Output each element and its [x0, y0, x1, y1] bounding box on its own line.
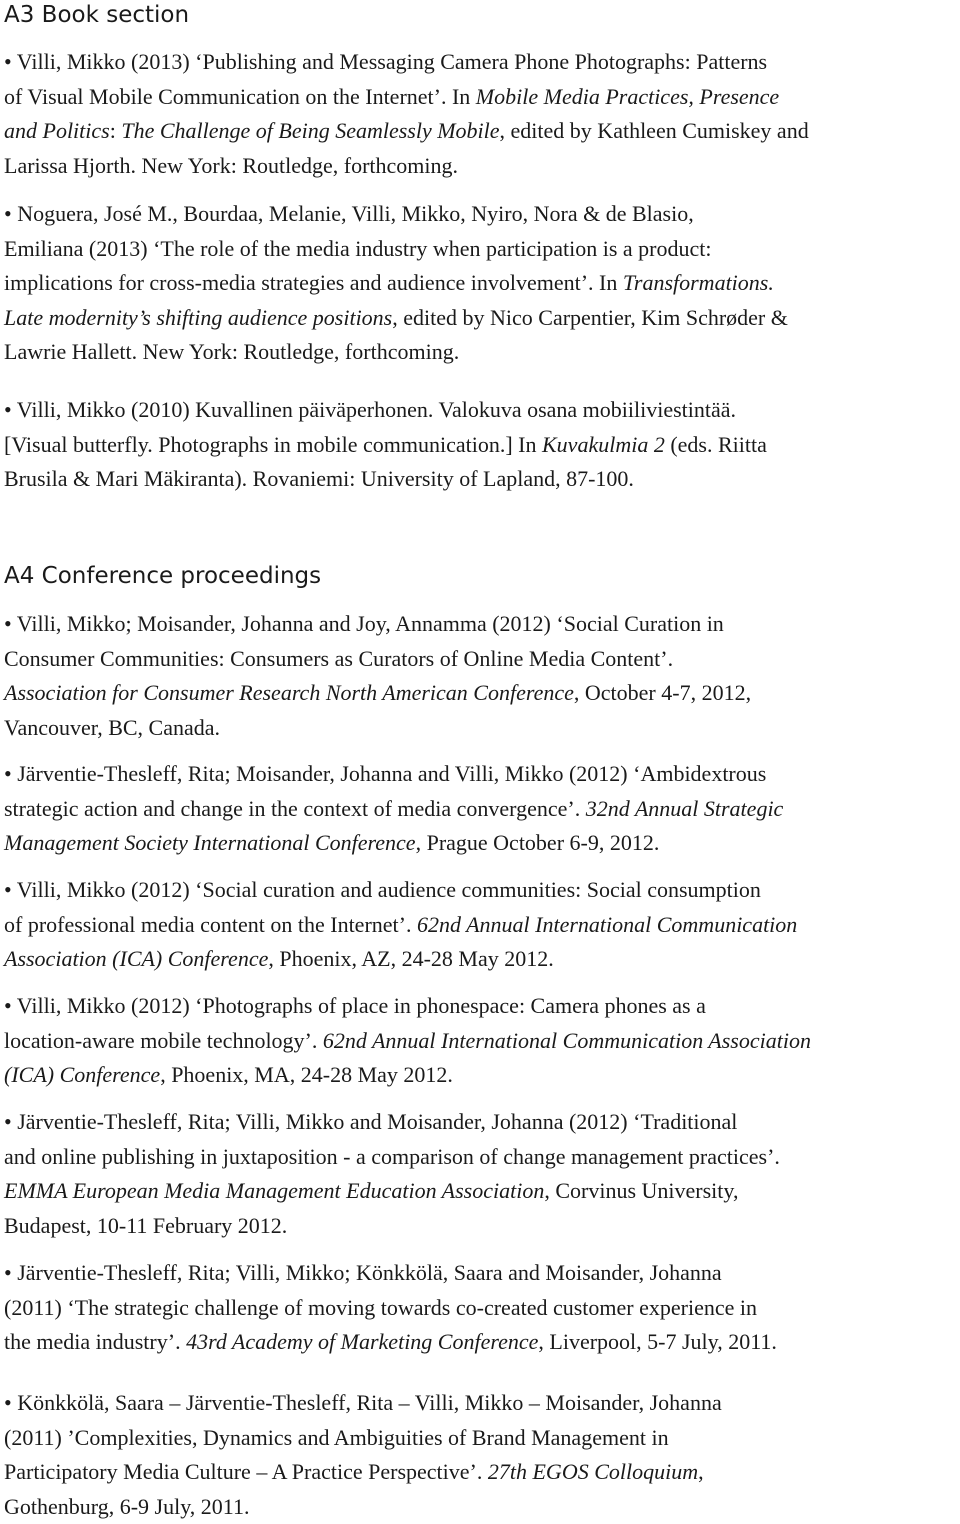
text-run-italic: (ICA) Conference [4, 1062, 160, 1087]
text-run-italic: Association for Consumer Research North American Conference [4, 680, 574, 705]
entry-line [4, 1386, 956, 1421]
text-run-italic: Management Society International Conference [4, 830, 416, 855]
publication-entry [4, 197, 956, 370]
text-run: Larissa Hjorth. New York: Routledge, forthcoming. [4, 153, 458, 178]
entry-line [4, 1256, 956, 1291]
text-run: Consumer Communities: Consumers as Curators of Online Media Content’. [4, 646, 673, 671]
text-run: , Prague October 6-9, 2012. [416, 830, 660, 855]
entry-line [4, 428, 956, 463]
entry-line [4, 393, 956, 428]
publication-entry [4, 607, 956, 745]
text-run: • Villi, Mikko (2010) Kuvallinen päiväperhonen. Valokuva osana mobiiliviestintää. [4, 397, 736, 422]
text-run: • Järventie-Thesleff, Rita; Villi, Mikko; Könkkölä, Saara and Moisander, Johanna [4, 1260, 722, 1285]
section-heading-book-section: A3 Book section [4, 0, 189, 30]
entry-line [4, 676, 956, 711]
text-run: (eds. Riitta [665, 432, 767, 457]
text-run-italic: Mobile Media Practices, Presence [476, 84, 779, 109]
text-run-italic: Association (ICA) Conference [4, 946, 268, 971]
text-run: Lawrie Hallett. New York: Routledge, forthcoming. [4, 339, 459, 364]
text-run: , [698, 1459, 704, 1484]
entry-line [4, 757, 956, 792]
publication-entry [4, 1386, 956, 1524]
text-run: , Liverpool, 5-7 July, 2011. [538, 1329, 777, 1354]
entry-line [4, 266, 956, 301]
entry-line [4, 197, 956, 232]
text-run: Gothenburg, 6-9 July, 2011. [4, 1494, 249, 1519]
text-run-italic: 62nd Annual International Communication Association [323, 1028, 811, 1053]
entry-line [4, 642, 956, 677]
text-run: Participatory Media Culture – A Practice Perspective’. [4, 1459, 488, 1484]
entry-line [4, 232, 956, 267]
text-run-italic: 27th EGOS Colloquium [488, 1459, 698, 1484]
text-run: [Visual butterfly. Photographs in mobile communication.] In [4, 432, 542, 457]
text-run: Budapest, 10-11 February 2012. [4, 1213, 287, 1238]
entry-line [4, 607, 956, 642]
entry-line [4, 1140, 956, 1175]
entry-line [4, 149, 956, 184]
text-run: implications for cross-media strategies and audience involvement’. In [4, 270, 623, 295]
publication-entry [4, 1105, 956, 1243]
entry-line [4, 908, 956, 943]
entry-line [4, 114, 956, 149]
publication-entry [4, 45, 956, 183]
text-run: , Phoenix, MA, 24-28 May 2012. [160, 1062, 453, 1087]
text-run: • Villi, Mikko (2013) ‘Publishing and Messaging Camera Phone Photographs: Patterns [4, 49, 767, 74]
entry-line [4, 301, 956, 336]
entry-line [4, 1490, 956, 1524]
text-run-italic: 43rd Academy of Marketing Conference [186, 1329, 538, 1354]
entry-line [4, 1024, 956, 1059]
publication-entry [4, 989, 956, 1093]
entry-line [4, 792, 956, 827]
entry-line [4, 873, 956, 908]
entry-line [4, 1421, 956, 1456]
text-run-italic: 62nd Annual International Communication [417, 912, 797, 937]
text-run-italic: Transformations. [623, 270, 774, 295]
text-run: • Järventie-Thesleff, Rita; Villi, Mikko and Moisander, Johanna (2012) ‘Traditional [4, 1109, 737, 1134]
publication-entry [4, 757, 956, 861]
entry-line [4, 80, 956, 115]
text-run: (2011) ’Complexities, Dynamics and Ambiguities of Brand Management in [4, 1425, 669, 1450]
text-run: Vancouver, BC, Canada. [4, 715, 220, 740]
text-run: location-aware mobile technology’. [4, 1028, 323, 1053]
text-run: , Corvinus University, [544, 1178, 738, 1203]
entry-line [4, 989, 956, 1024]
publication-entry [4, 873, 956, 977]
text-run: the media industry’. [4, 1329, 186, 1354]
text-run: , edited by Nico Carpentier, Kim Schrøder & [392, 305, 788, 330]
text-run: of Visual Mobile Communication on the Internet’. In [4, 84, 476, 109]
text-run: and online publishing in juxtaposition - a comparison of change management practices’. [4, 1144, 780, 1169]
entry-line [4, 711, 956, 746]
text-run-italic: EMMA European Media Management Education Association [4, 1178, 544, 1203]
text-run-italic: The Challenge of Being Seamlessly Mobile [121, 118, 499, 143]
section-heading-conference-proceedings: A4 Conference proceedings [4, 561, 321, 591]
publication-entry [4, 393, 956, 497]
entry-line [4, 1209, 956, 1244]
text-run: , edited by Kathleen Cumiskey and [500, 118, 809, 143]
text-run: • Järventie-Thesleff, Rita; Moisander, Johanna and Villi, Mikko (2012) ‘Ambidextrous [4, 761, 766, 786]
text-run: Emiliana (2013) ‘The role of the media industry when participation is a product: [4, 236, 711, 261]
entry-line [4, 826, 956, 861]
text-run: of professional media content on the Internet’. [4, 912, 417, 937]
entry-line [4, 1058, 956, 1093]
text-run-italic: Kuvakulmia 2 [542, 432, 665, 457]
entry-line [4, 1174, 956, 1209]
text-run: • Villi, Mikko (2012) ‘Social curation and audience communities: Social consumption [4, 877, 761, 902]
text-run: • Villi, Mikko (2012) ‘Photographs of place in phonespace: Camera phones as a [4, 993, 706, 1018]
entry-line [4, 1105, 956, 1140]
text-run: • Könkkölä, Saara – Järventie-Thesleff, Rita – Villi, Mikko – Moisander, Johanna [4, 1390, 722, 1415]
entry-line [4, 1455, 956, 1490]
entry-line [4, 45, 956, 80]
entry-line [4, 462, 956, 497]
text-run: Brusila & Mari Mäkiranta). Rovaniemi: University of Lapland, 87-100. [4, 466, 634, 491]
text-run: • Noguera, José M., Bourdaa, Melanie, Villi, Mikko, Nyiro, Nora & de Blasio, [4, 201, 694, 226]
text-run: , Phoenix, AZ, 24-28 May 2012. [268, 946, 553, 971]
text-run-italic: and Politics [4, 118, 110, 143]
entry-line [4, 1325, 956, 1360]
text-run: , October 4-7, 2012, [574, 680, 751, 705]
entry-line [4, 1291, 956, 1326]
text-run: : [110, 118, 122, 143]
text-run: • Villi, Mikko; Moisander, Johanna and Joy, Annamma (2012) ‘Social Curation in [4, 611, 724, 636]
text-run-italic: Late modernity’s shifting audience positions [4, 305, 392, 330]
entry-line [4, 942, 956, 977]
publication-entry [4, 1256, 956, 1360]
text-run: strategic action and change in the context of media convergence’. [4, 796, 586, 821]
text-run: (2011) ‘The strategic challenge of moving towards co-created customer experience in [4, 1295, 757, 1320]
entry-line [4, 335, 956, 370]
text-run-italic: 32nd Annual Strategic [586, 796, 784, 821]
